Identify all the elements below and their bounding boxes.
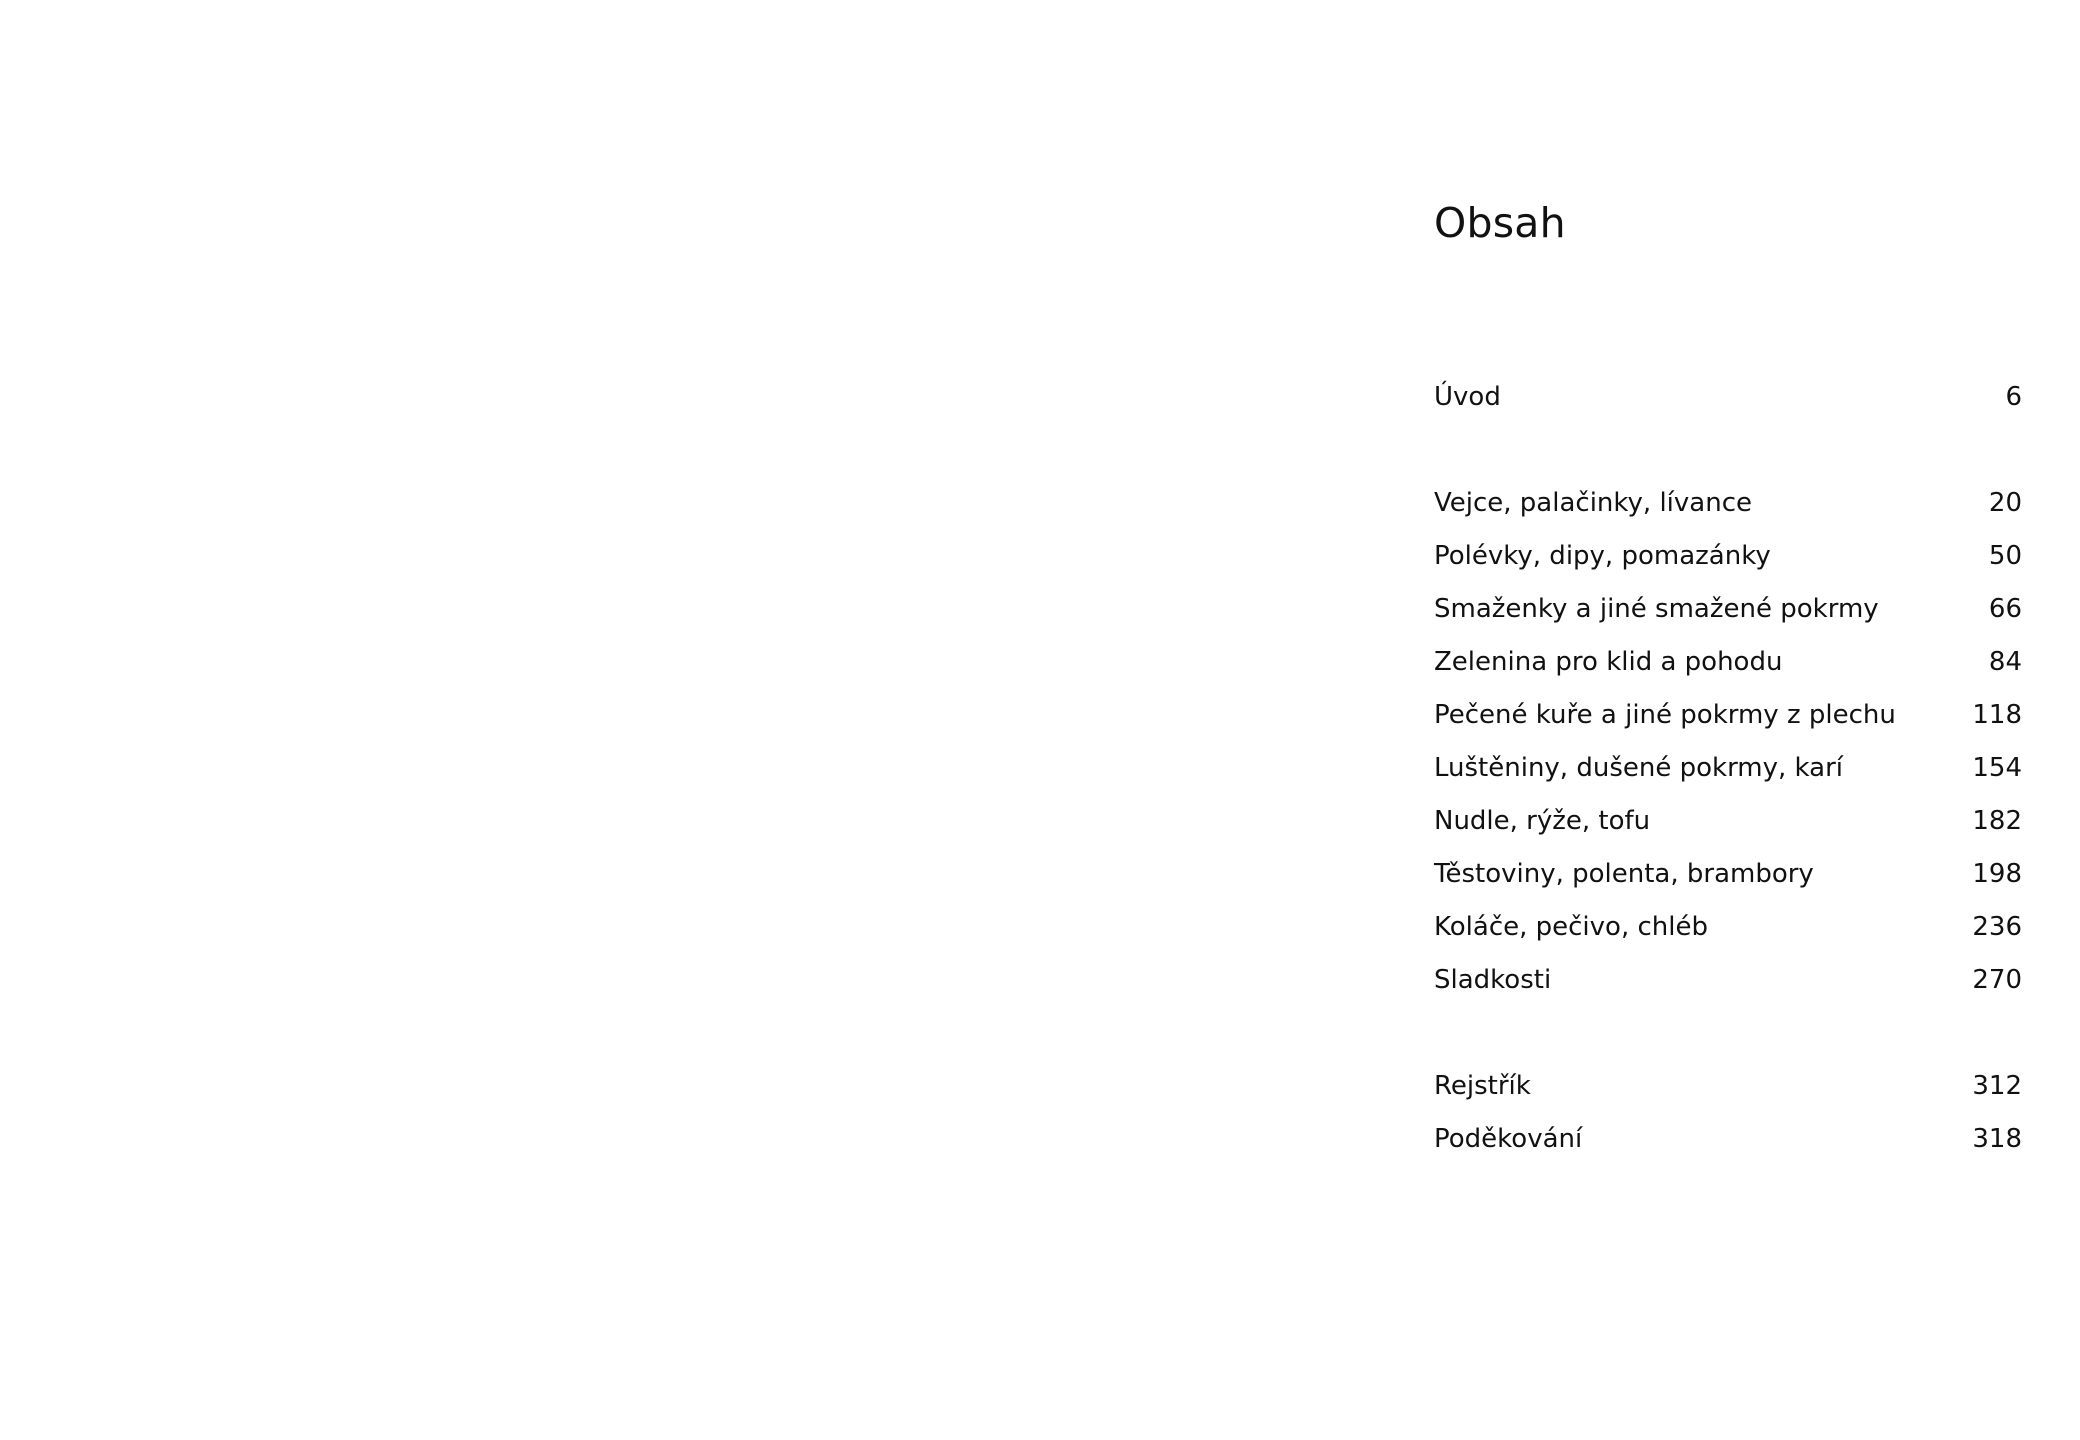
toc-entry-page-number: 118 bbox=[1972, 700, 2022, 730]
toc-entry bbox=[1434, 848, 2022, 901]
toc-entry bbox=[1434, 795, 2022, 848]
toc-entry-page-number: 66 bbox=[1988, 594, 2022, 624]
toc-entry-label: Zelenina pro klid a pohodu bbox=[1434, 647, 1783, 677]
toc-entry-label: Vejce, palačinky, lívance bbox=[1434, 488, 1752, 518]
toc-entry-label: Sladkosti bbox=[1434, 965, 1552, 995]
toc-entry-page-number: 84 bbox=[1988, 647, 2022, 677]
toc-entry-page-number: 182 bbox=[1972, 806, 2022, 836]
toc-entry-label: Úvod bbox=[1434, 382, 1501, 412]
toc-entry-label: Těstoviny, polenta, brambory bbox=[1434, 859, 1814, 889]
toc-entry-label: Poděkování bbox=[1434, 1124, 1583, 1154]
toc-entry-label: Koláče, pečivo, chléb bbox=[1434, 912, 1708, 942]
toc-entry-label: Nudle, rýže, tofu bbox=[1434, 806, 1651, 836]
toc-entry bbox=[1434, 901, 2022, 954]
toc-entry-label: Polévky, dipy, pomazánky bbox=[1434, 541, 1771, 571]
toc-entry bbox=[1434, 477, 2022, 530]
toc-entry-page-number: 6 bbox=[2005, 382, 2022, 412]
toc-entry-page-number: 198 bbox=[1972, 859, 2022, 889]
toc-entry bbox=[1434, 1060, 2022, 1113]
toc-entry-page-number: 312 bbox=[1972, 1071, 2022, 1101]
toc-entry-page-number: 50 bbox=[1988, 541, 2022, 571]
toc-entry-page-number: 318 bbox=[1972, 1124, 2022, 1154]
toc-entry bbox=[1434, 636, 2022, 689]
toc-intro-list bbox=[1434, 371, 2022, 424]
toc-entry bbox=[1434, 689, 2022, 742]
page-title: Obsah bbox=[1434, 199, 1566, 247]
right-page-contents bbox=[1040, 0, 2080, 1440]
toc-chapters-list bbox=[1434, 477, 2022, 1007]
toc-entry-label: Rejstřík bbox=[1434, 1071, 1531, 1101]
toc-entry bbox=[1434, 1113, 2022, 1166]
toc-back-matter-list bbox=[1434, 1060, 2022, 1166]
toc-entry-page-number: 154 bbox=[1972, 753, 2022, 783]
toc-entry bbox=[1434, 583, 2022, 636]
toc-entry bbox=[1434, 371, 2022, 424]
toc-entry-page-number: 20 bbox=[1988, 488, 2022, 518]
toc-entry bbox=[1434, 954, 2022, 1007]
toc-entry-label: Pečené kuře a jiné pokrmy z plechu bbox=[1434, 700, 1896, 730]
toc-entry-label: Smaženky a jiné smažené pokrmy bbox=[1434, 594, 1879, 624]
toc-entry-page-number: 270 bbox=[1972, 965, 2022, 995]
toc-entry-label: Luštěniny, dušené pokrmy, karí bbox=[1434, 753, 1843, 783]
toc-entry bbox=[1434, 530, 2022, 583]
toc-entry-page-number: 236 bbox=[1972, 912, 2022, 942]
toc-entry bbox=[1434, 742, 2022, 795]
